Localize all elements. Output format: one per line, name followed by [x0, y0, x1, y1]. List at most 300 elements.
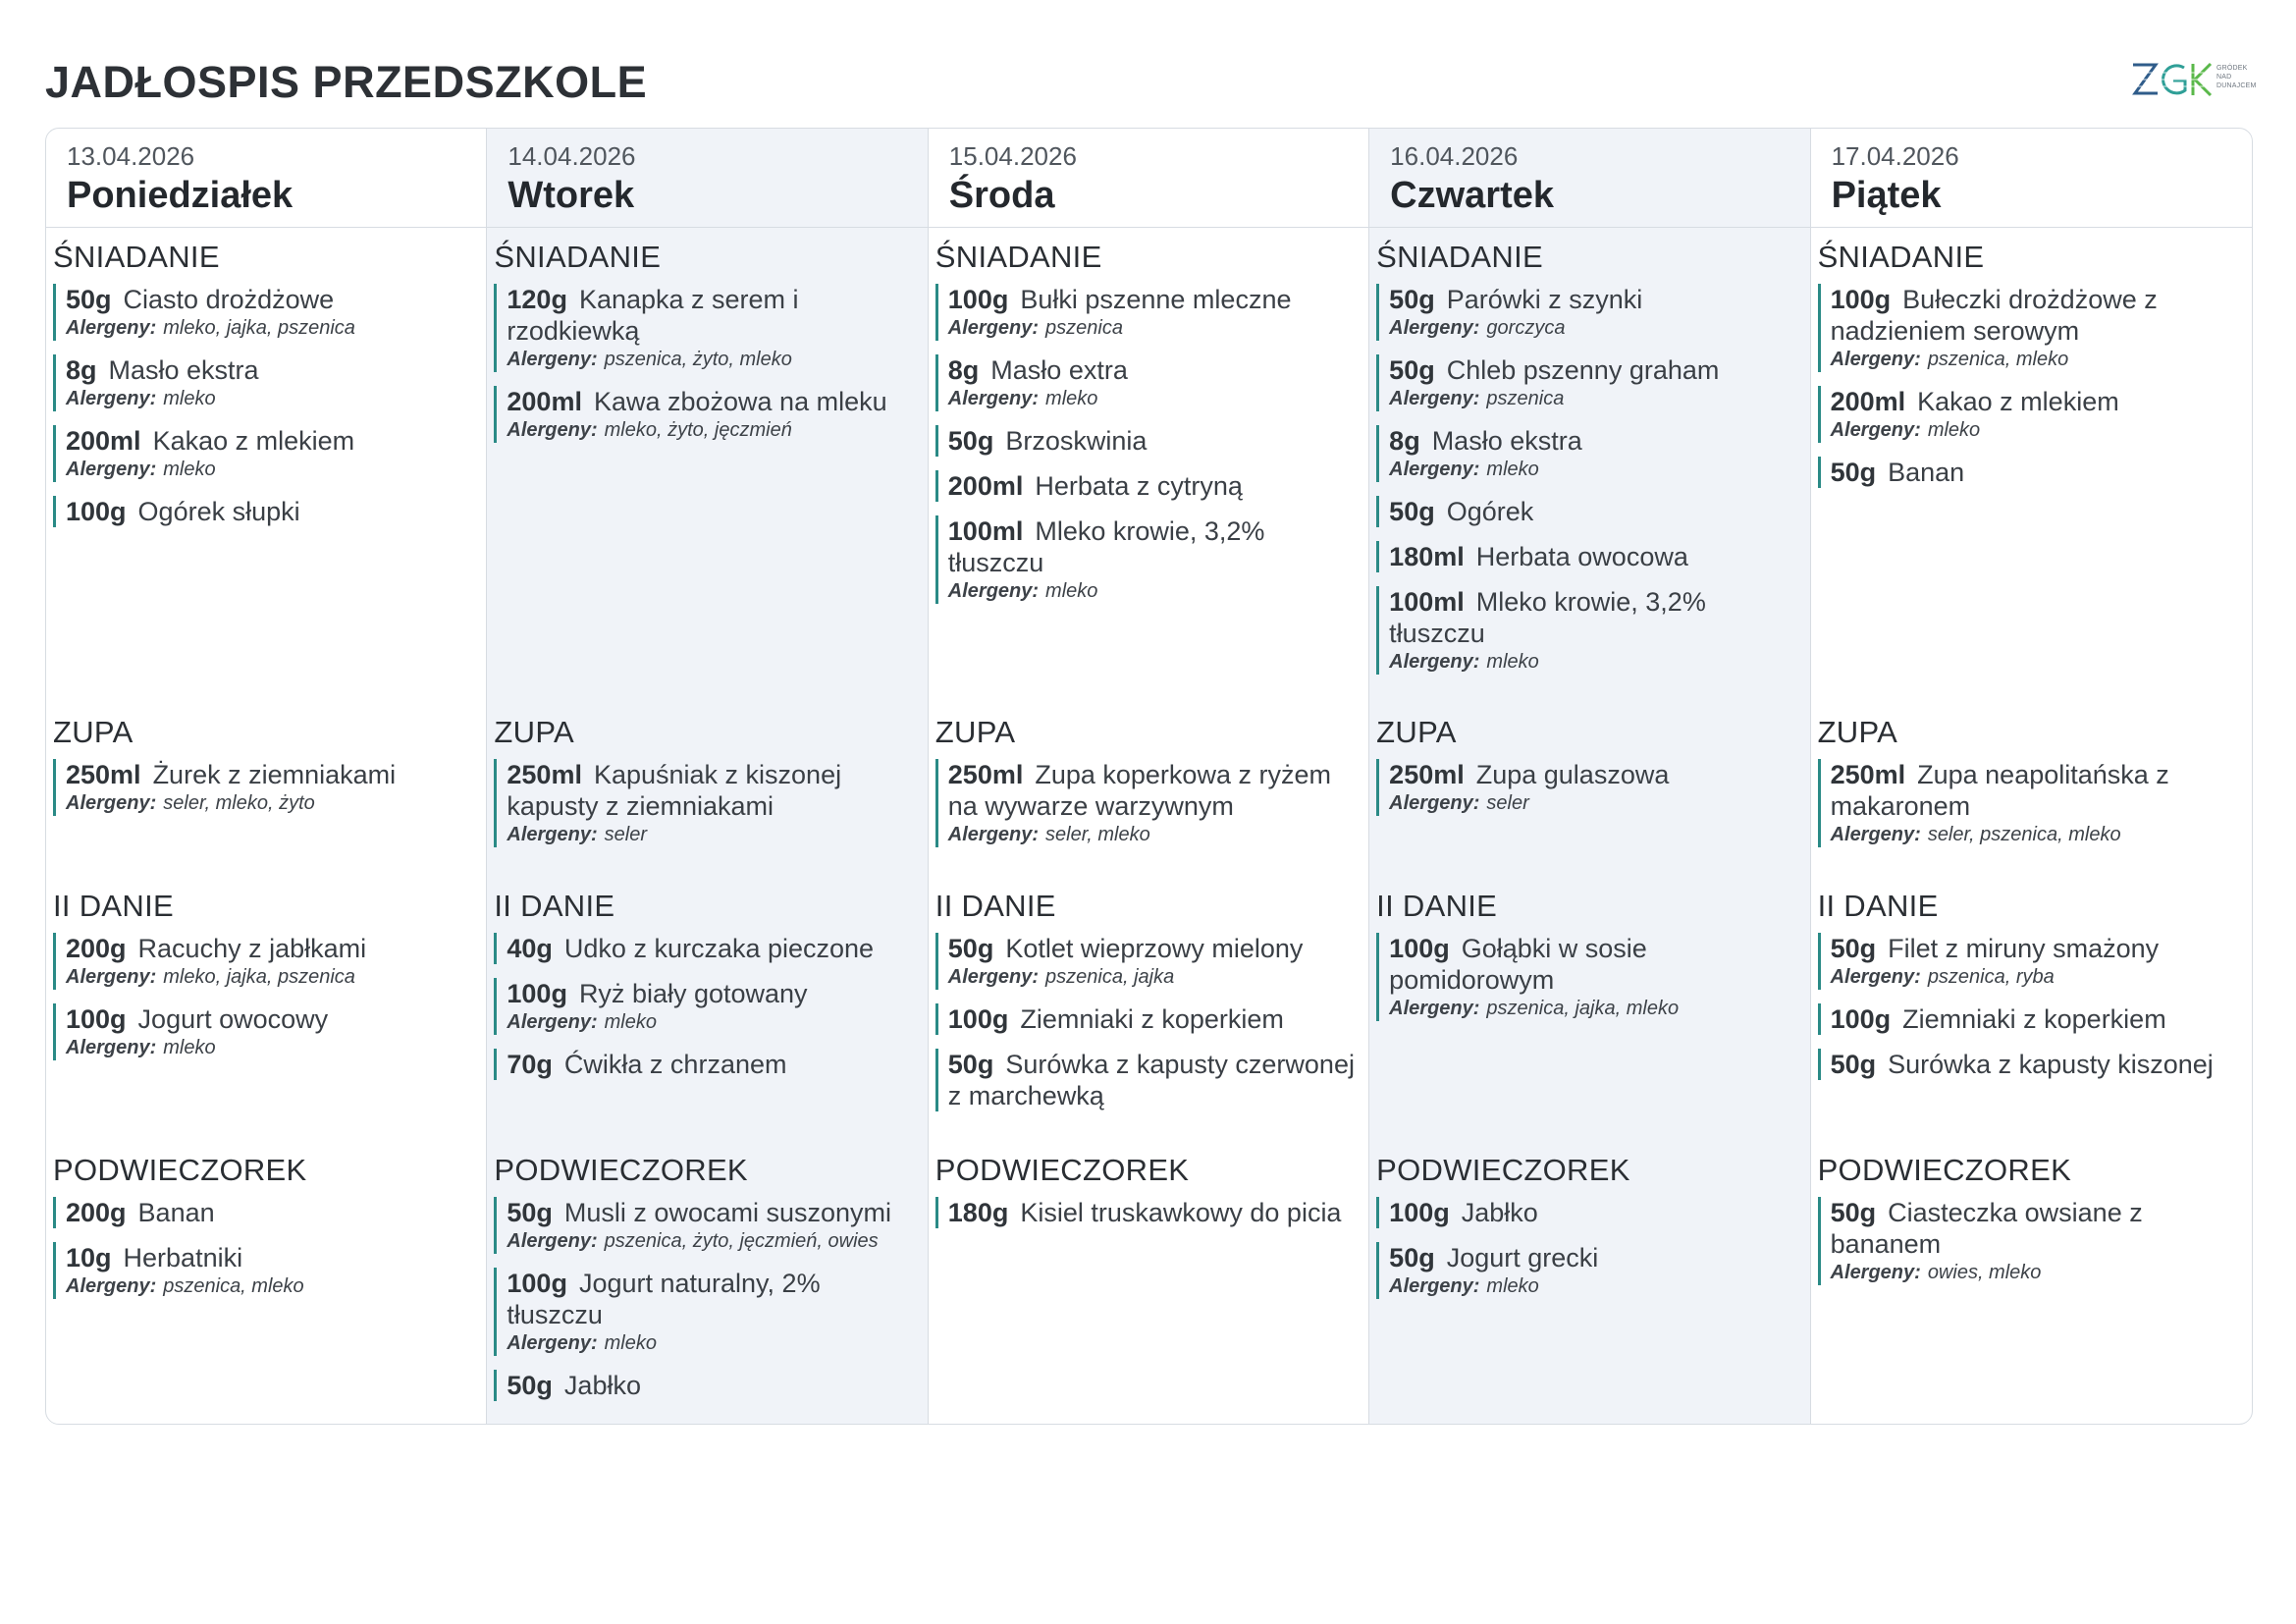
menu-item [53, 425, 478, 482]
meal-section-podwieczorek [1376, 1152, 1801, 1313]
meal-section-sniadanie [1818, 239, 2244, 502]
allergen-label: Alergeny: [947, 966, 1040, 988]
logo-text-line: NAD [2216, 74, 2232, 81]
item-quantity: 250ml [947, 760, 1024, 789]
item-line [507, 1370, 919, 1401]
item-line [948, 933, 1361, 964]
meal-section-podwieczorek [1818, 1152, 2244, 1299]
item-line [66, 425, 478, 457]
item-line [948, 515, 1361, 578]
item-quantity: 250ml [1389, 760, 1465, 789]
meal-section-ii-danie [1376, 888, 1801, 1035]
allergen-label: Alergeny: [1389, 1275, 1480, 1297]
allergen-line [1389, 996, 1801, 1021]
allergen-line [66, 964, 478, 990]
item-name: Surówka z kapusty kiszonej [1888, 1050, 2214, 1079]
allergen-label: Alergeny: [66, 388, 157, 409]
item-line [507, 386, 919, 417]
meal-section-zupa [494, 714, 919, 861]
allergen-list: pszenica [1486, 388, 1565, 409]
item-line [1831, 386, 2244, 417]
allergen-line [507, 1228, 919, 1254]
item-quantity: 50g [1830, 458, 1877, 487]
day-name: Czwartek [1390, 175, 1555, 216]
item-line [66, 1003, 478, 1035]
item-quantity: 50g [1830, 1198, 1877, 1227]
item-name: Ogórek [1446, 497, 1534, 526]
item-line [66, 933, 478, 964]
day-header [929, 129, 1368, 228]
allergen-line [507, 1009, 919, 1035]
item-name: Ciasteczka owsiane z bananem [1830, 1198, 2143, 1259]
item-quantity: 100g [1830, 1004, 1892, 1034]
meal-title: ZUPA [1376, 715, 1457, 749]
menu-item [1818, 386, 2244, 443]
item-line [1389, 933, 1801, 996]
meal-title: PODWIECZOREK [53, 1153, 307, 1187]
allergen-line [66, 790, 478, 816]
item-name: Kawa zbożowa na mleku [593, 387, 887, 416]
day-date: 17.04.2026 [1831, 141, 1959, 171]
menu-item [935, 425, 1361, 457]
day-name: Poniedziałek [67, 175, 294, 216]
allergen-list: mleko [604, 1011, 657, 1033]
item-name: Ogórek słupki [137, 497, 300, 526]
item-name: Bułki pszenne mleczne [1020, 285, 1292, 314]
allergen-line [1831, 417, 2244, 443]
menu-item [1376, 933, 1801, 1021]
allergen-line [66, 315, 478, 341]
menu-item [494, 1268, 919, 1356]
menu-item [1376, 284, 1801, 341]
menu-item [1376, 425, 1801, 482]
item-name: Banan [1888, 458, 1965, 487]
day-header [1811, 129, 2252, 228]
menu-table [45, 128, 2253, 1425]
menu-item [935, 284, 1361, 341]
allergen-line [1389, 1273, 1801, 1299]
allergen-list: mleko [1486, 1275, 1539, 1297]
item-name: Zupa koperkowa z ryżem na wywarze warzywnym [947, 760, 1331, 821]
meal-title: ŚNIADANIE [1817, 240, 1985, 274]
menu-item [53, 1242, 478, 1299]
meal-section-podwieczorek [53, 1152, 478, 1313]
logo-text-line: DUNAJCEM [2216, 82, 2257, 89]
allergen-list: pszenica, mleko [1927, 349, 2069, 370]
item-quantity: 100g [1389, 934, 1450, 963]
allergen-label: Alergeny: [66, 966, 157, 988]
item-quantity: 250ml [66, 760, 141, 789]
menu-item [1376, 1242, 1801, 1299]
allergen-label: Alergeny: [66, 459, 157, 480]
allergen-list: pszenica, żyto, jęczmień, owies [604, 1230, 879, 1252]
item-quantity: 180ml [1389, 542, 1465, 571]
allergen-line [66, 1035, 478, 1060]
item-line [507, 1197, 919, 1228]
meal-section-ii-danie [1818, 888, 2244, 1094]
allergen-line [1389, 386, 1801, 411]
allergen-list: pszenica, żyto, mleko [604, 349, 792, 370]
day-header [1369, 129, 1809, 228]
allergen-line [1389, 457, 1801, 482]
item-line [948, 759, 1361, 822]
meal-title: PODWIECZOREK [934, 1153, 1190, 1187]
item-name: Kakao z mlekiem [1917, 387, 2119, 416]
menu-item [494, 978, 919, 1035]
item-name: Zupa gulaszowa [1475, 760, 1670, 789]
item-quantity: 250ml [507, 760, 582, 789]
meal-section-ii-danie [53, 888, 478, 1074]
allergen-line [1831, 347, 2244, 372]
menu-item [1818, 1003, 2244, 1035]
logo-text [2216, 64, 2264, 90]
item-line [1389, 1242, 1801, 1273]
item-line [1389, 586, 1801, 649]
item-name: Racuchy z jabłkami [137, 934, 367, 963]
menu-item [935, 1003, 1361, 1035]
menu-item [494, 284, 919, 372]
allergen-label: Alergeny: [947, 824, 1040, 845]
menu-item [935, 354, 1361, 411]
menu-item [1818, 284, 2244, 372]
meal-section-ii-danie [935, 888, 1361, 1125]
day-column-poniedzialek [46, 129, 487, 1424]
item-name: Masło extra [990, 355, 1128, 385]
allergen-list: mleko [1486, 651, 1539, 673]
day-column-czwartek [1369, 129, 1810, 1424]
menu-item [1376, 496, 1801, 527]
item-name: Herbata owocowa [1475, 542, 1688, 571]
item-name: Filet z miruny smażony [1888, 934, 2160, 963]
allergen-line [507, 347, 919, 372]
allergen-label: Alergeny: [66, 792, 157, 814]
item-quantity: 50g [947, 426, 994, 456]
item-line [948, 1003, 1361, 1035]
allergen-line [1389, 790, 1801, 816]
allergen-label: Alergeny: [1389, 651, 1480, 673]
item-line [66, 759, 478, 790]
item-name: Parówki z szynki [1446, 285, 1643, 314]
item-quantity: 100g [507, 979, 567, 1008]
allergen-line [948, 386, 1361, 411]
item-name: Ryż biały gotowany [578, 979, 808, 1008]
meal-title: II DANIE [494, 889, 615, 923]
day-date: 15.04.2026 [948, 141, 1077, 171]
item-quantity: 200ml [1830, 387, 1906, 416]
meal-section-sniadanie [53, 239, 478, 541]
meal-section-sniadanie [494, 239, 919, 457]
item-line [1831, 1197, 2244, 1260]
meal-section-sniadanie [1376, 239, 1801, 688]
item-quantity: 50g [947, 1050, 994, 1079]
allergen-label: Alergeny: [1389, 388, 1480, 409]
allergen-line [1831, 1260, 2244, 1285]
allergen-label: Alergeny: [1389, 998, 1480, 1019]
menu-item [935, 1197, 1361, 1228]
item-line [507, 933, 919, 964]
item-line [66, 496, 478, 527]
day-name: Środa [948, 175, 1055, 216]
item-line [948, 284, 1361, 315]
meal-section-podwieczorek [935, 1152, 1361, 1242]
allergen-label: Alergeny: [1830, 419, 1921, 441]
allergen-list: pszenica, mleko [163, 1275, 304, 1297]
day-date: 14.04.2026 [507, 141, 636, 171]
item-quantity: 250ml [1830, 760, 1906, 789]
item-line [948, 425, 1361, 457]
allergen-list: mleko, żyto, jęczmień [604, 419, 792, 441]
item-line [507, 978, 919, 1009]
meal-title: ZUPA [1817, 715, 1898, 749]
menu-item [1376, 586, 1801, 675]
item-line [948, 354, 1361, 386]
meal-section-zupa [1376, 714, 1801, 830]
day-column-piatek [1811, 129, 2252, 1424]
menu-item [53, 354, 478, 411]
allergen-list: seler, mleko, żyto [163, 792, 315, 814]
meal-section-zupa [53, 714, 478, 830]
allergen-label: Alergeny: [507, 349, 598, 370]
meal-title: PODWIECZOREK [1817, 1153, 2072, 1187]
menu-item [494, 933, 919, 964]
allergen-label: Alergeny: [66, 317, 157, 339]
menu-item [1818, 457, 2244, 488]
allergen-line [1831, 964, 2244, 990]
allergen-list: seler [1486, 792, 1529, 814]
item-quantity: 8g [1389, 426, 1420, 456]
item-quantity: 100g [66, 497, 127, 526]
item-name: Mleko krowie, 3,2% tłuszczu [1389, 587, 1706, 648]
item-name: Jogurt grecki [1446, 1243, 1599, 1272]
item-line [948, 1197, 1361, 1228]
allergen-label: Alergeny: [507, 1332, 598, 1354]
day-column-wtorek [487, 129, 928, 1424]
item-quantity: 8g [947, 355, 980, 385]
allergen-label: Alergeny: [947, 388, 1040, 409]
page-title: JADŁOSPIS PRZEDSZKOLE [45, 57, 648, 107]
meal-section-podwieczorek [494, 1152, 919, 1415]
day-name: Wtorek [507, 175, 635, 216]
item-quantity: 50g [507, 1371, 553, 1400]
menu-item [1818, 1049, 2244, 1080]
item-name: Masło ekstra [1431, 426, 1582, 456]
item-quantity: 120g [507, 285, 567, 314]
allergen-line [66, 457, 478, 482]
menu-item [494, 386, 919, 443]
item-line [1831, 1003, 2244, 1035]
item-name: Surówka z kapusty czerwonej z marchewką [947, 1050, 1355, 1110]
item-quantity: 50g [66, 285, 112, 314]
menu-item [1376, 354, 1801, 411]
day-column-sroda [929, 129, 1369, 1424]
menu-item [935, 1049, 1361, 1111]
menu-item [494, 1370, 919, 1401]
menu-item [53, 496, 478, 527]
allergen-label: Alergeny: [507, 824, 598, 845]
allergen-list: seler, mleko [1045, 824, 1150, 845]
item-quantity: 200g [66, 1198, 127, 1227]
item-quantity: 50g [1830, 1050, 1877, 1079]
item-line [1389, 759, 1801, 790]
item-name: Żurek z ziemniakami [152, 760, 397, 789]
menu-item [1376, 1197, 1801, 1228]
menu-item [1818, 1197, 2244, 1285]
item-quantity: 100g [1830, 285, 1892, 314]
allergen-list: mleko [1927, 419, 1981, 441]
day-date: 13.04.2026 [67, 141, 195, 171]
item-quantity: 200ml [66, 426, 141, 456]
item-quantity: 8g [66, 355, 97, 385]
item-name: Ciasto drożdżowe [123, 285, 335, 314]
item-name: Chleb pszenny graham [1446, 355, 1720, 385]
menu-item [935, 470, 1361, 502]
allergen-list: seler, pszenica, mleko [1927, 824, 2121, 845]
item-quantity: 50g [507, 1198, 553, 1227]
allergen-label: Alergeny: [66, 1037, 157, 1058]
item-name: Jogurt naturalny, 2% tłuszczu [507, 1269, 821, 1329]
item-line [1389, 354, 1801, 386]
menu-item [53, 933, 478, 990]
item-name: Jogurt owocowy [137, 1004, 329, 1034]
item-line [948, 470, 1361, 502]
item-line [948, 1049, 1361, 1111]
item-name: Jabłko [1461, 1198, 1538, 1227]
item-quantity: 50g [1389, 497, 1435, 526]
allergen-list: mleko, jajka, pszenica [163, 966, 355, 988]
day-header [487, 129, 927, 228]
item-quantity: 100g [947, 285, 1009, 314]
item-line [1389, 1197, 1801, 1228]
meal-title: II DANIE [934, 889, 1056, 923]
item-quantity: 100g [507, 1269, 567, 1298]
menu-item [494, 1049, 919, 1080]
menu-item [494, 759, 919, 847]
meal-title: ŚNIADANIE [934, 240, 1102, 274]
item-quantity: 50g [1830, 934, 1877, 963]
item-name: Kisiel truskawkowy do picia [1020, 1198, 1342, 1227]
item-name: Kanapka z serem i rzodkiewką [507, 285, 799, 346]
item-quantity: 50g [1389, 355, 1435, 385]
item-line [507, 1049, 919, 1080]
allergen-line [66, 386, 478, 411]
item-name: Zupa neapolitańska z makaronem [1830, 760, 2169, 821]
allergen-label: Alergeny: [1389, 792, 1480, 814]
meal-title: II DANIE [1376, 889, 1498, 923]
allergen-list: mleko [604, 1332, 657, 1354]
allergen-list: mleko [163, 388, 216, 409]
allergen-line [507, 822, 919, 847]
meal-section-zupa [1818, 714, 2244, 861]
item-name: Jabłko [563, 1371, 641, 1400]
item-name: Gołąbki w sosie pomidorowym [1389, 934, 1647, 995]
allergen-label: Alergeny: [1830, 824, 1921, 845]
item-line [66, 1242, 478, 1273]
item-quantity: 40g [507, 934, 553, 963]
meal-title: ZUPA [934, 715, 1016, 749]
item-line [1831, 1049, 2244, 1080]
allergen-list: pszenica [1045, 317, 1123, 339]
menu-item [935, 759, 1361, 847]
allergen-list: mleko [1045, 580, 1098, 602]
item-line [1389, 496, 1801, 527]
allergen-label: Alergeny: [507, 1230, 598, 1252]
item-line [507, 1268, 919, 1330]
meal-title: II DANIE [53, 889, 174, 923]
item-line [66, 354, 478, 386]
allergen-list: pszenica, jajka [1045, 966, 1175, 988]
allergen-label: Alergeny: [947, 317, 1040, 339]
item-quantity: 10g [66, 1243, 112, 1272]
item-line [1389, 541, 1801, 572]
menu-item [53, 1003, 478, 1060]
item-quantity: 200ml [947, 471, 1024, 501]
allergen-list: owies, mleko [1927, 1262, 2042, 1283]
item-name: Musli z owocami suszonymi [563, 1198, 892, 1227]
allergen-list: mleko, jajka, pszenica [163, 317, 355, 339]
meal-title: II DANIE [1817, 889, 1939, 923]
item-quantity: 50g [947, 934, 994, 963]
item-name: Brzoskwinia [1005, 426, 1148, 456]
allergen-line [1831, 822, 2244, 847]
meal-title: ZUPA [53, 715, 133, 749]
meal-section-sniadanie [935, 239, 1361, 618]
allergen-label: Alergeny: [507, 419, 598, 441]
item-line [507, 284, 919, 347]
item-quantity: 180g [947, 1198, 1009, 1227]
item-name: Banan [137, 1198, 215, 1227]
allergen-line [507, 417, 919, 443]
allergen-list: gorczyca [1486, 317, 1566, 339]
allergen-label: Alergeny: [507, 1011, 598, 1033]
day-date: 16.04.2026 [1390, 141, 1519, 171]
item-quantity: 50g [1389, 285, 1435, 314]
allergen-line [948, 822, 1361, 847]
item-quantity: 100g [66, 1004, 127, 1034]
menu-item [53, 1197, 478, 1228]
item-quantity: 200g [66, 934, 127, 963]
allergen-list: mleko [1045, 388, 1098, 409]
allergen-line [1389, 649, 1801, 675]
meal-title: ŚNIADANIE [53, 240, 220, 274]
meal-title: ŚNIADANIE [494, 240, 662, 274]
item-name: Ćwikła z chrzanem [563, 1050, 787, 1079]
allergen-list: mleko [1486, 459, 1539, 480]
allergen-list: seler [604, 824, 647, 845]
allergen-list: mleko [163, 459, 216, 480]
menu-item [494, 1197, 919, 1254]
item-name: Udko z kurczaka pieczone [563, 934, 875, 963]
allergen-list: pszenica, ryba [1927, 966, 2055, 988]
allergen-label: Alergeny: [947, 580, 1040, 602]
item-line [1831, 284, 2244, 347]
allergen-label: Alergeny: [1830, 1262, 1921, 1283]
allergen-label: Alergeny: [1830, 349, 1921, 370]
allergen-line [948, 315, 1361, 341]
meal-title: PODWIECZOREK [494, 1153, 748, 1187]
item-quantity: 200ml [507, 387, 582, 416]
item-quantity: 100ml [947, 516, 1024, 546]
item-line [66, 1197, 478, 1228]
zgk-logo-mark [2130, 61, 2213, 98]
logo-text-line: GRÓDEK [2216, 65, 2248, 72]
menu-item [935, 515, 1361, 604]
menu-item [1818, 759, 2244, 847]
meal-title: PODWIECZOREK [1376, 1153, 1630, 1187]
item-line [1389, 284, 1801, 315]
menu-item [1818, 933, 2244, 990]
allergen-list: pszenica, jajka, mleko [1486, 998, 1680, 1019]
allergen-label: Alergeny: [66, 1275, 157, 1297]
